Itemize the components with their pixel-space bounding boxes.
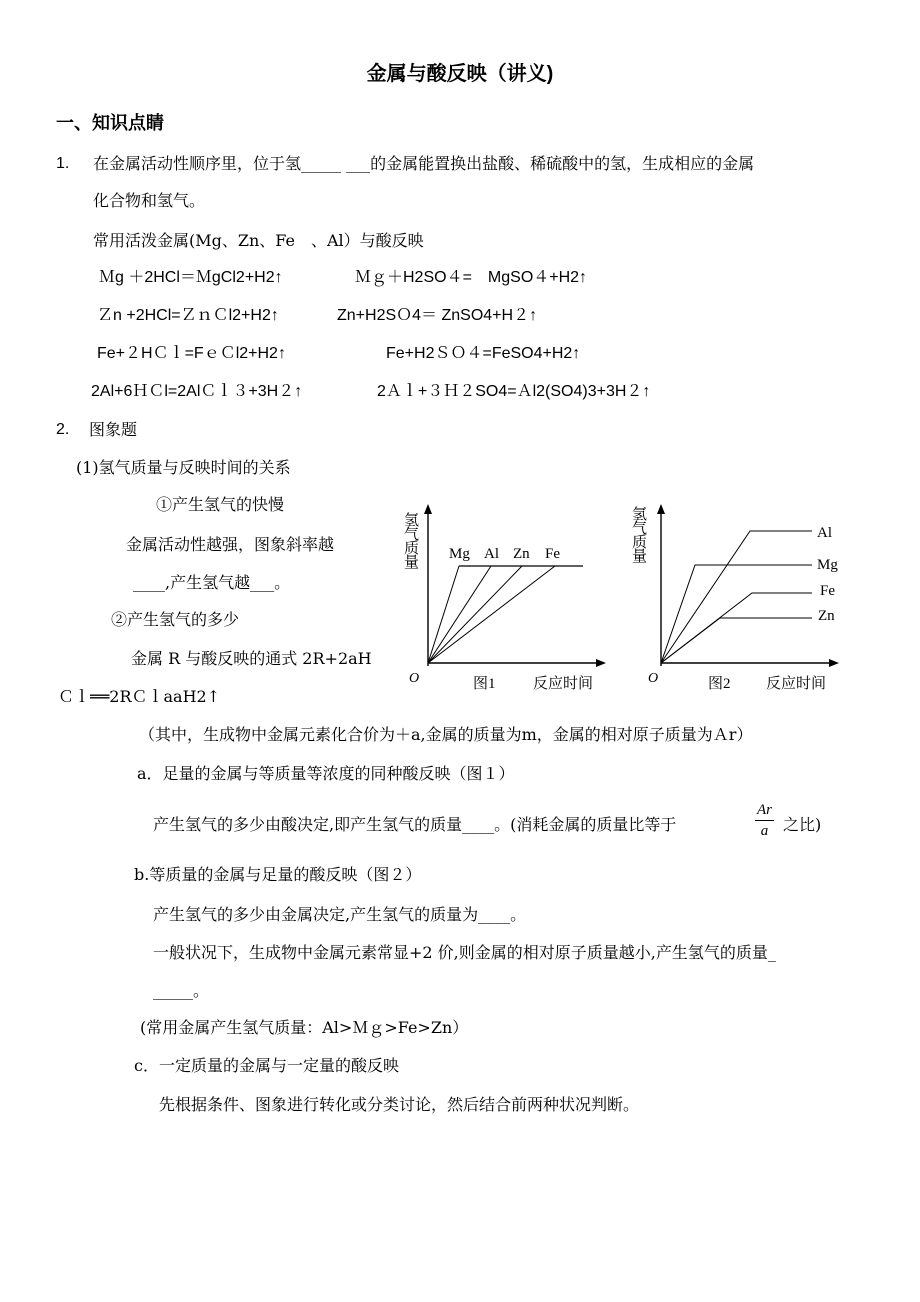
figure-2-origin: O [648,671,659,686]
case-a-text: 产生氢气的多少由酸决定,即产生氢气的质量____。(消耗金属的质量比等于 [153,815,677,834]
figure-1-y-arrow [424,504,432,514]
figure-1-ylabel: 氢气质量 [402,512,418,568]
fraction-denominator: a [760,823,769,839]
figure-2-label-mg: Mg [817,557,838,573]
figure-1-line-al [428,566,491,663]
section-heading: 一、知识点睛 [56,113,164,133]
item2-heading: 图象题 [89,420,138,439]
figure-1 [395,498,625,698]
figure-2-xlabel: 反应时间 [766,676,827,692]
figure-1-label-mg: Mg [449,546,470,562]
equation-mg-h2so4: Ｍｇ＋H2SO４= MgSO４+H2↑ [355,269,588,286]
figure-2-line-mg [661,565,812,663]
figure-1-xlabel: 反应时间 [533,676,594,692]
case-a-heading: a．足量的金属与等质量等浓度的同种酸反映（图１） [137,764,515,783]
figure-2-label-al: Al [817,525,832,541]
figure-2-line-fe [661,593,812,663]
part2-line1: 金属 R 与酸反映的通式 2R+2aH [131,649,372,668]
part1-line2: ____,产生氢气越___。 [133,573,291,592]
figure-2-line-zn [661,618,812,663]
figure-2-caption: 图2 [708,676,731,692]
figure-2-label-fe: Fe [820,583,835,599]
metal-ratio-fraction [755,800,774,841]
figure-2-label-zn: Zn [818,608,835,624]
figure-1-origin: O [409,671,420,686]
figure-2-y-arrow [657,504,665,514]
case-b-line2: 一般状况下，生成物中金属元素常显+2 价,则金属的相对原子质量越小,产生氢气的质量_ [153,943,776,962]
part1-line1: 金属活动性越强，图象斜率越 [126,535,335,554]
item2-number: 2. [56,421,70,438]
figure-1-label-zn: Zn [513,546,530,562]
case-a-tail: 之比) [783,815,822,834]
page-title: 金属与酸反映（讲义) [366,63,554,85]
equation-al-h2so4: 2Ａｌ+３Ｈ２SO4=Ａl2(SO4)3+3H２↑ [377,383,651,400]
figure-1-label-fe: Fe [545,546,560,562]
figure-2 [628,498,868,698]
case-b-line1: 产生氢气的多少由金属决定,产生氢气的质量为____。 [153,905,527,924]
part1-heading: ①产生氢气的快慢 [156,495,285,514]
item1-intro: 常用活泼金属(Mg、Zn、Fe 、Al）与酸反映 [93,231,424,250]
subheading-1: (1)氢气质量与反映时间的关系 [76,458,291,477]
equation-mg-hcl: Ｍg ＋2HCl＝ＭgCl2+H2↑ [99,269,283,286]
figure-1-line-mg [428,566,459,663]
case-b-line4: (常用金属产生氢气质量：Al>Ｍｇ>Fe>Zn） [140,1018,469,1037]
figure-1-line-zn [428,566,522,663]
equation-zn-h2so4: Zn+H2SＯ4＝ ZnSO4+H２↑ [337,307,538,324]
case-b-heading: b.等质量的金属与足量的酸反映（图２） [134,865,422,884]
fraction-numerator: Ar [755,800,774,821]
equation-al-hcl: 2Al+6ＨＣl=2AlＣｌ３+3H２↑ [91,383,303,400]
part2-heading: ②产生氢气的多少 [111,610,240,629]
figure-1-caption: 图1 [473,676,496,692]
item1-number: 1. [56,155,70,172]
case-c-text: 先根据条件、图象进行转化或分类讨论，然后结合前两种状况判断。 [159,1095,640,1114]
case-b-line3: _____。 [153,981,210,1000]
equation-zn-hcl: Ｚn +2HCl=ＺｎＣl2+H2↑ [97,307,279,324]
part2-line2: Ｃｌ══2RＣｌaaH2↑ [58,687,221,706]
case-c-heading: c．一定质量的金属与一定量的酸反映 [134,1056,399,1075]
figure-1-x-arrow [596,659,606,667]
figure-1-line-fe [428,566,555,663]
equation-fe-hcl: Fe+２HＣｌ=FｅＣl2+H2↑ [97,345,286,362]
item1-line2: 化合物和氢气。 [93,191,206,210]
item1-line1: 在金属活动性顺序里，位于氢_____ ___的金属能置换出盐酸、稀硫酸中的氢，生成相应的金属 [93,154,755,173]
figure-2-ylabel: 氢气质量 [630,506,646,562]
figure-1-label-al: Al [484,546,499,562]
figure-2-x-arrow [829,659,839,667]
part2-note: （其中，生成物中金属元素化合价为＋a,金属的质量为m，金属的相对原子质量为Ａr） [139,725,753,744]
equation-fe-h2so4: Fe+H2ＳＯ４=FeSO4+H2↑ [386,345,581,362]
